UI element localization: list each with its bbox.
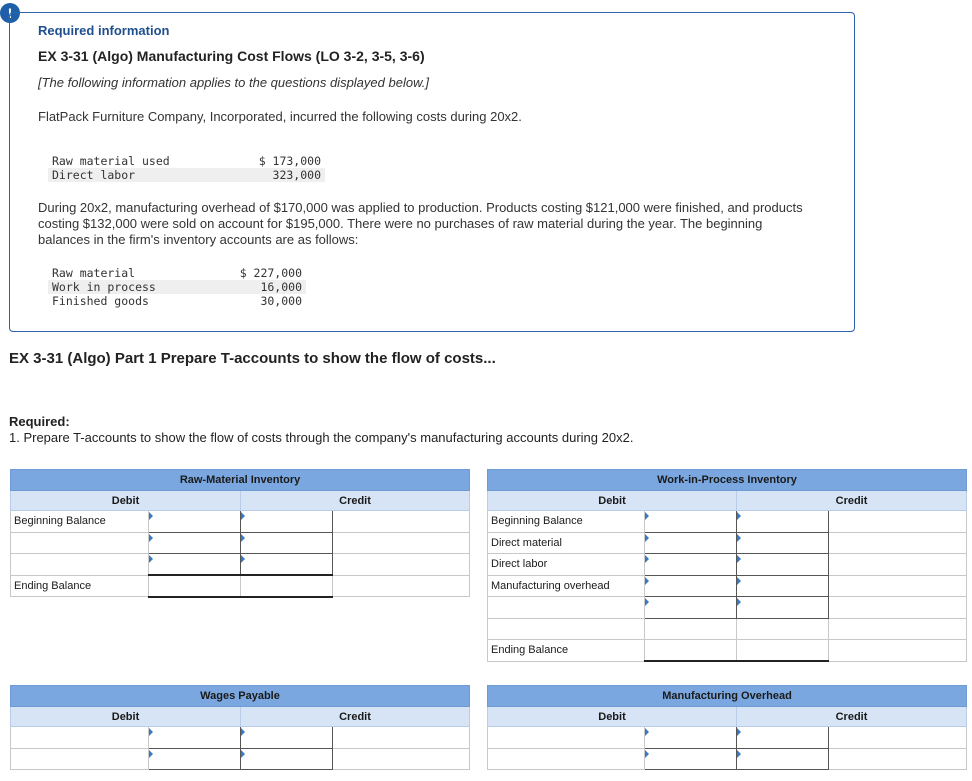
cost-label: Raw material used [52, 154, 170, 168]
debit-input[interactable] [149, 554, 241, 576]
credit-input[interactable] [737, 597, 829, 619]
debit-input[interactable] [149, 511, 241, 533]
label-cell [829, 575, 967, 597]
row-label [11, 532, 149, 554]
costs-table [48, 154, 325, 182]
row-label [488, 618, 645, 640]
debit-input[interactable] [645, 727, 737, 749]
label-cell [333, 532, 470, 554]
table-row [48, 266, 306, 280]
raw-material-t-account [10, 469, 470, 598]
credit-input[interactable] [737, 554, 829, 576]
balance-value: 16,000 [228, 280, 306, 294]
debit-input[interactable] [149, 727, 241, 749]
row-label [488, 727, 645, 749]
balance-label: Raw material [52, 266, 136, 280]
row-label [11, 554, 149, 576]
table-row [48, 154, 325, 168]
credit-input[interactable] [737, 575, 829, 597]
credit-header: Credit [737, 707, 967, 727]
credit-header: Credit [241, 491, 470, 511]
label-cell [829, 727, 967, 749]
credit-input[interactable] [241, 727, 333, 749]
cost-label: Direct labor [48, 168, 243, 182]
credit-input[interactable] [241, 748, 333, 770]
ending-debit-cell [149, 575, 241, 597]
balance-value: 30,000 [260, 294, 302, 308]
t-account-title: Manufacturing Overhead [488, 686, 967, 707]
debit-header: Debit [11, 707, 241, 727]
row-label [11, 748, 149, 770]
credit-input[interactable] [241, 511, 333, 533]
debit-input[interactable] [645, 575, 737, 597]
label-cell [333, 727, 470, 749]
debit-input[interactable] [645, 511, 737, 533]
row-label [488, 597, 645, 619]
credit-input[interactable] [737, 727, 829, 749]
cost-value: $ 173,000 [258, 154, 321, 168]
credit-cell [737, 618, 829, 640]
credit-input[interactable] [737, 748, 829, 770]
table-row [48, 280, 306, 294]
t-account-title: Work-in-Process Inventory [488, 470, 967, 491]
manufacturing-overhead-t-account [487, 685, 967, 770]
ending-debit-cell [645, 640, 737, 662]
row-label [488, 748, 645, 770]
label-cell [829, 511, 967, 533]
row-label: Ending Balance [11, 575, 149, 597]
ending-credit-cell [241, 575, 333, 597]
required-label: Required: [9, 414, 70, 429]
ending-credit-cell [737, 640, 829, 662]
label-cell [829, 597, 967, 619]
label-cell [333, 511, 470, 533]
label-cell [333, 748, 470, 770]
balance-label: Finished goods [52, 294, 149, 308]
label-cell [829, 532, 967, 554]
credit-header: Credit [737, 491, 967, 511]
table-row [48, 168, 325, 182]
credit-header: Credit [241, 707, 470, 727]
credit-input[interactable] [241, 554, 333, 576]
debit-input[interactable] [149, 532, 241, 554]
label-cell [829, 748, 967, 770]
debit-header: Debit [488, 707, 737, 727]
required-info-heading: Required information [38, 23, 170, 38]
row-label: Direct material [488, 532, 645, 554]
required-text: 1. Prepare T-accounts to show the flow of costs through the company's manufacturing accounts during 20x2. [9, 430, 634, 445]
table-row [48, 294, 306, 308]
debit-input[interactable] [645, 597, 737, 619]
label-cell [829, 554, 967, 576]
credit-input[interactable] [737, 511, 829, 533]
t-account-title: Wages Payable [11, 686, 470, 707]
label-cell [333, 575, 470, 597]
label-cell [333, 554, 470, 576]
t-account-title: Raw-Material Inventory [11, 470, 470, 491]
debit-input[interactable] [645, 532, 737, 554]
part-title: EX 3-31 (Algo) Part 1 Prepare T-accounts to show the flow of costs... [9, 350, 496, 367]
label-cell [829, 640, 967, 662]
row-label: Ending Balance [488, 640, 645, 662]
debit-input[interactable] [645, 748, 737, 770]
intro-text: FlatPack Furniture Company, Incorporated, incurred the following costs during 20x2. [38, 109, 522, 124]
wages-payable-t-account [10, 685, 470, 770]
row-label: Beginning Balance [11, 511, 149, 533]
debit-header: Debit [488, 491, 737, 511]
debit-header: Debit [11, 491, 241, 511]
problem-paragraph: During 20x2, manufacturing overhead of $170,000 was applied to production. Products costing $121,000 were finished, and products costing $132,000 were sold on account for $195,000. There were no purchases of raw material during the year. The beginning balances in the firm's inventory accounts are as follows: [38, 200, 803, 247]
info-note: [The following information applies to the questions displayed below.] [38, 75, 429, 90]
debit-input[interactable] [149, 748, 241, 770]
credit-input[interactable] [241, 532, 333, 554]
row-label: Direct labor [488, 554, 645, 576]
wip-t-account [487, 469, 967, 662]
balance-label: Work in process [48, 280, 228, 294]
cost-value: 323,000 [243, 168, 325, 182]
row-label: Manufacturing overhead [488, 575, 645, 597]
label-cell [829, 618, 967, 640]
balances-table [48, 266, 306, 308]
balance-value: $ 227,000 [239, 266, 302, 280]
credit-input[interactable] [737, 532, 829, 554]
row-label: Beginning Balance [488, 511, 645, 533]
alert-icon: ! [0, 3, 20, 23]
debit-cell [645, 618, 737, 640]
debit-input[interactable] [645, 554, 737, 576]
exercise-title: EX 3-31 (Algo) Manufacturing Cost Flows (LO 3-2, 3-5, 3-6) [38, 48, 425, 64]
row-label [11, 727, 149, 749]
